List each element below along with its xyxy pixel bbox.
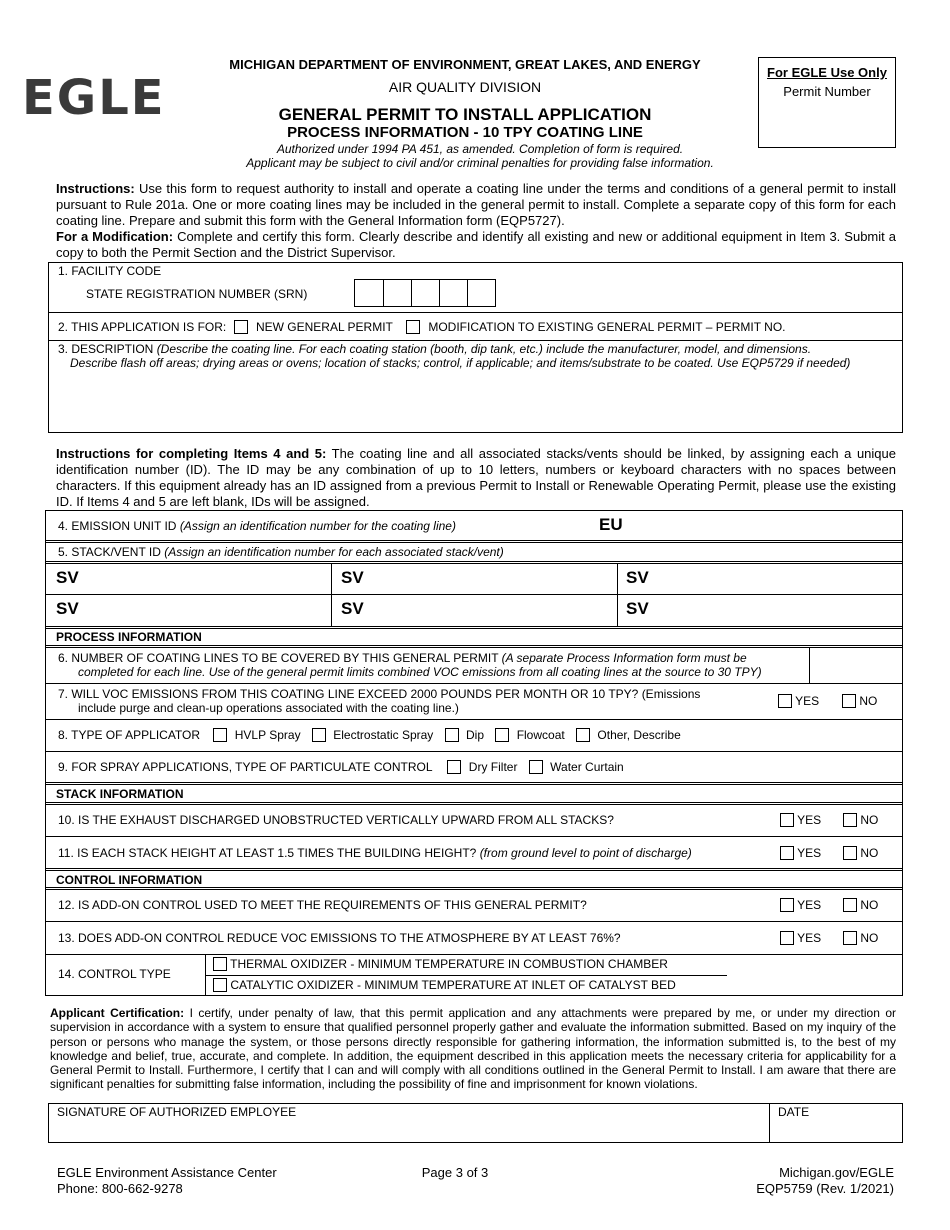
hvlp-label: HVLP Spray bbox=[234, 728, 301, 742]
stack-vent-label: 5. STACK/VENT ID bbox=[58, 545, 165, 559]
q10-yes-checkbox[interactable] bbox=[780, 813, 794, 827]
water-curtain-checkbox[interactable] bbox=[529, 760, 543, 774]
new-permit-checkbox[interactable] bbox=[234, 320, 248, 334]
instructions-label: Instructions: bbox=[56, 181, 135, 196]
modification-label: For a Modification: bbox=[56, 229, 174, 244]
emission-unit-label: 4. EMISSION UNIT ID bbox=[58, 519, 180, 533]
q6-note-2: completed for each line. Use of the general permit limits combined VOC emissions from all coating lines at the source to 30 TPY) bbox=[78, 665, 762, 679]
q7-label: 7. WILL VOC EMISSIONS FROM THIS COATING LINE EXCEED 2000 POUNDS PER MONTH OR 10 TPY? (Emissions bbox=[58, 687, 701, 701]
srn-input[interactable] bbox=[354, 279, 496, 307]
emission-unit-id-field[interactable]: EU bbox=[599, 515, 623, 534]
footer-left bbox=[57, 1165, 277, 1197]
date-field[interactable]: DATE bbox=[778, 1105, 810, 1119]
q13-no-label: NO bbox=[860, 931, 879, 945]
application-type-row bbox=[58, 320, 786, 334]
q7-yes-checkbox[interactable] bbox=[778, 694, 792, 708]
question-7 bbox=[58, 687, 700, 715]
q7-no-label: NO bbox=[859, 694, 878, 708]
signature-field[interactable]: SIGNATURE OF AUTHORIZED EMPLOYEE bbox=[57, 1105, 297, 1119]
phone-number: Phone: 800-662-9278 bbox=[57, 1181, 183, 1196]
page-number: Page 3 of 3 bbox=[421, 1165, 489, 1180]
website-link[interactable]: Michigan.gov/EGLE bbox=[779, 1165, 894, 1180]
catalytic-oxidizer-option bbox=[213, 978, 676, 992]
q8-label: 8. TYPE OF APPLICATOR bbox=[58, 728, 201, 742]
stack-id-3[interactable]: SV bbox=[626, 568, 649, 587]
instructions bbox=[56, 181, 896, 261]
q11-label: 11. IS EACH STACK HEIGHT AT LEAST 1.5 TIMES THE BUILDING HEIGHT? bbox=[58, 846, 480, 860]
q7-yes-label: YES bbox=[795, 694, 820, 708]
dry-filter-checkbox[interactable] bbox=[447, 760, 461, 774]
q7-label-2: include purge and clean-up operations associated with the coating line.) bbox=[78, 701, 459, 715]
stack-id-1[interactable]: SV bbox=[56, 568, 79, 587]
egle-use-title: For EGLE Use Only bbox=[767, 65, 887, 80]
new-permit-label: NEW GENERAL PERMIT bbox=[255, 320, 393, 334]
applicant-certification bbox=[50, 1006, 896, 1092]
question-6 bbox=[58, 651, 803, 679]
q11-no-label: NO bbox=[860, 846, 879, 860]
emission-unit-row bbox=[58, 519, 456, 533]
q6-note: (A separate Process Information form must be bbox=[501, 651, 747, 665]
other-checkbox[interactable] bbox=[576, 728, 590, 742]
thermal-oxidizer-option bbox=[213, 957, 668, 971]
q11-yes-checkbox[interactable] bbox=[780, 846, 794, 860]
description-field[interactable] bbox=[58, 342, 898, 370]
description-label: 3. DESCRIPTION bbox=[58, 342, 157, 356]
application-type-label: 2. THIS APPLICATION IS FOR: bbox=[58, 320, 227, 334]
footer-right bbox=[650, 1165, 894, 1197]
srn-label: STATE REGISTRATION NUMBER (SRN) bbox=[86, 287, 308, 301]
q7-yes bbox=[778, 694, 819, 708]
q7-no bbox=[842, 694, 877, 708]
process-heading: PROCESS INFORMATION bbox=[56, 630, 202, 644]
q6-answer-field[interactable] bbox=[809, 647, 903, 683]
stack-id-4[interactable]: SV bbox=[56, 599, 79, 618]
q6-label: 6. NUMBER OF COATING LINES TO BE COVERED BY THIS GENERAL PERMIT bbox=[58, 651, 502, 665]
flowcoat-checkbox[interactable] bbox=[495, 728, 509, 742]
instructions-4-5 bbox=[56, 446, 896, 510]
dip-label: Dip bbox=[465, 728, 484, 742]
agency-name: MICHIGAN DEPARTMENT OF ENVIRONMENT, GREAT LAKES, AND ENERGY bbox=[229, 57, 701, 72]
instructions-4-5-label: Instructions for completing Items 4 and 5: bbox=[56, 446, 327, 461]
thermal-oxidizer-checkbox[interactable] bbox=[213, 957, 227, 971]
division-name: AIR QUALITY DIVISION bbox=[388, 79, 542, 95]
water-curtain-label: Water Curtain bbox=[550, 760, 624, 774]
q10-no bbox=[843, 813, 878, 827]
q12-no bbox=[843, 898, 878, 912]
facility-code-label: 1. FACILITY CODE bbox=[58, 264, 162, 278]
modification-checkbox[interactable] bbox=[406, 320, 420, 334]
instructions-4-5-text: The coating line and all associated stacks/vents should be linked, by assigning each a unique identification number (ID). The ID may be any combination of up to 10 letters, numbers or keyboard characters with no spaces between characters. If this equipment already has an ID assigned from a previous Permit to Install or Renewable Operating Permit, please use the existing ID. If Items 4 and 5 are left blank, IDs will be assigned. bbox=[56, 446, 896, 509]
assistance-center: EGLE Environment Assistance Center bbox=[57, 1165, 277, 1180]
description-note-2: Describe flash off areas; drying areas or ovens; location of stacks; control, if applicable; and items/substrate to be coated. Use EQP5729 if needed) bbox=[70, 356, 851, 370]
q12-no-label: NO bbox=[860, 898, 879, 912]
q10-yes bbox=[780, 813, 821, 827]
catalytic-oxidizer-checkbox[interactable] bbox=[213, 978, 227, 992]
authorization-note: Authorized under 1994 PA 451, as amended. Completion of form is required. bbox=[276, 142, 684, 156]
q11-no-checkbox[interactable] bbox=[843, 846, 857, 860]
dry-filter-label: Dry Filter bbox=[468, 760, 518, 774]
egle-logo: EGLE bbox=[22, 70, 166, 126]
q9-label: 9. FOR SPRAY APPLICATIONS, TYPE OF PARTICULATE CONTROL bbox=[58, 760, 433, 774]
electrostatic-checkbox[interactable] bbox=[312, 728, 326, 742]
question-11 bbox=[58, 846, 692, 860]
egle-use-box bbox=[758, 57, 896, 148]
q12-no-checkbox[interactable] bbox=[843, 898, 857, 912]
q12-yes bbox=[780, 898, 821, 912]
q13-yes-checkbox[interactable] bbox=[780, 931, 794, 945]
q7-no-checkbox[interactable] bbox=[842, 694, 856, 708]
question-12: 12. IS ADD-ON CONTROL USED TO MEET THE REQUIREMENTS OF THIS GENERAL PERMIT? bbox=[58, 898, 587, 912]
question-9 bbox=[58, 760, 624, 774]
other-label: Other, Describe bbox=[597, 728, 681, 742]
stack-vent-row bbox=[58, 545, 504, 559]
flowcoat-label: Flowcoat bbox=[516, 728, 565, 742]
form-number: EQP5759 (Rev. 1/2021) bbox=[756, 1181, 894, 1196]
stack-heading: STACK INFORMATION bbox=[56, 787, 184, 801]
question-13: 13. DOES ADD-ON CONTROL REDUCE VOC EMISSIONS TO THE ATMOSPHERE BY AT LEAST 76%? bbox=[58, 931, 621, 945]
q13-yes bbox=[780, 931, 821, 945]
q13-no bbox=[843, 931, 878, 945]
q12-yes-label: YES bbox=[797, 898, 822, 912]
stack-id-2[interactable]: SV bbox=[341, 568, 364, 587]
thermal-oxidizer-label: THERMAL OXIDIZER - MINIMUM TEMPERATURE IN COMBUSTION CHAMBER bbox=[230, 957, 668, 971]
question-10: 10. IS THE EXHAUST DISCHARGED UNOBSTRUCTED VERTICALLY UPWARD FROM ALL STACKS? bbox=[58, 813, 614, 827]
q11-yes bbox=[780, 846, 821, 860]
modification-text: Complete and certify this form. Clearly describe and identify all existing and new or additional equipment in Item 3. Submit a copy to both the Permit Section and the District Supervisor. bbox=[56, 229, 896, 260]
certification-text: I certify, under penalty of law, that this permit application and any attachments were prepared by me, or under my direction or supervision in accordance with a system to ensure that qualified personnel properly gather and evaluate the information submitted. Based on my inquiry of the person or persons who manage the system, or those persons directly responsible for gathering information, the information submitted is, to the best of my knowledge and belief, true, accurate, and complete. In addition, the equipment described in this application meets the necessary criteria for applicability for a General Permit to Install. Furthermore, I certify that I can and will comply with all conditions outlined in the General Permit to Install. I am aware that there are significant penalties for submitting false information, including the possibility of fine and imprisonment for known violations. bbox=[50, 1006, 896, 1092]
q11-no bbox=[843, 846, 878, 860]
question-14: 14. CONTROL TYPE bbox=[58, 967, 171, 981]
certification-label: Applicant Certification: bbox=[50, 1006, 185, 1020]
permit-number-label: Permit Number bbox=[783, 84, 871, 99]
instructions-text: Use this form to request authority to install and operate a coating line under the terms and conditions of a general permit to install pursuant to Rule 201a. One or more coating lines may be included in the general permit to install. Complete a separate copy of this form for each coating line. Prepare and submit this form with the General Information form (EQP5727). bbox=[56, 181, 896, 228]
control-heading: CONTROL INFORMATION bbox=[56, 873, 203, 887]
q13-no-checkbox[interactable] bbox=[843, 931, 857, 945]
dip-checkbox[interactable] bbox=[445, 728, 459, 742]
catalytic-oxidizer-label: CATALYTIC OXIDIZER - MINIMUM TEMPERATURE AT INLET OF CATALYST BED bbox=[230, 978, 676, 992]
stack-id-5[interactable]: SV bbox=[341, 599, 364, 618]
main-table bbox=[45, 510, 903, 996]
q10-no-checkbox[interactable] bbox=[843, 813, 857, 827]
stack-vent-note: (Assign an identification number for each associated stack/vent) bbox=[164, 545, 504, 559]
q11-note: (from ground level to point of discharge) bbox=[479, 846, 692, 860]
description-note: (Describe the coating line. For each coating station (booth, dip tank, etc.) include the manufacturer, model, and dimensions. bbox=[156, 342, 812, 356]
q11-yes-label: YES bbox=[797, 846, 822, 860]
modification-label: MODIFICATION TO EXISTING GENERAL PERMIT – PERMIT NO. bbox=[428, 320, 786, 334]
stack-id-6[interactable]: SV bbox=[626, 599, 649, 618]
q10-yes-label: YES bbox=[797, 813, 822, 827]
q12-yes-checkbox[interactable] bbox=[780, 898, 794, 912]
question-8 bbox=[58, 728, 681, 742]
penalty-note: Applicant may be subject to civil and/or criminal penalties for providing false information. bbox=[246, 156, 714, 170]
q10-no-label: NO bbox=[860, 813, 879, 827]
form-title: GENERAL PERMIT TO INSTALL APPLICATION bbox=[278, 105, 652, 124]
form-subtitle: PROCESS INFORMATION - 10 TPY COATING LINE bbox=[287, 124, 643, 141]
electrostatic-label: Electrostatic Spray bbox=[333, 728, 434, 742]
emission-unit-note: (Assign an identification number for the coating line) bbox=[179, 519, 456, 533]
hvlp-checkbox[interactable] bbox=[213, 728, 227, 742]
q13-yes-label: YES bbox=[797, 931, 822, 945]
